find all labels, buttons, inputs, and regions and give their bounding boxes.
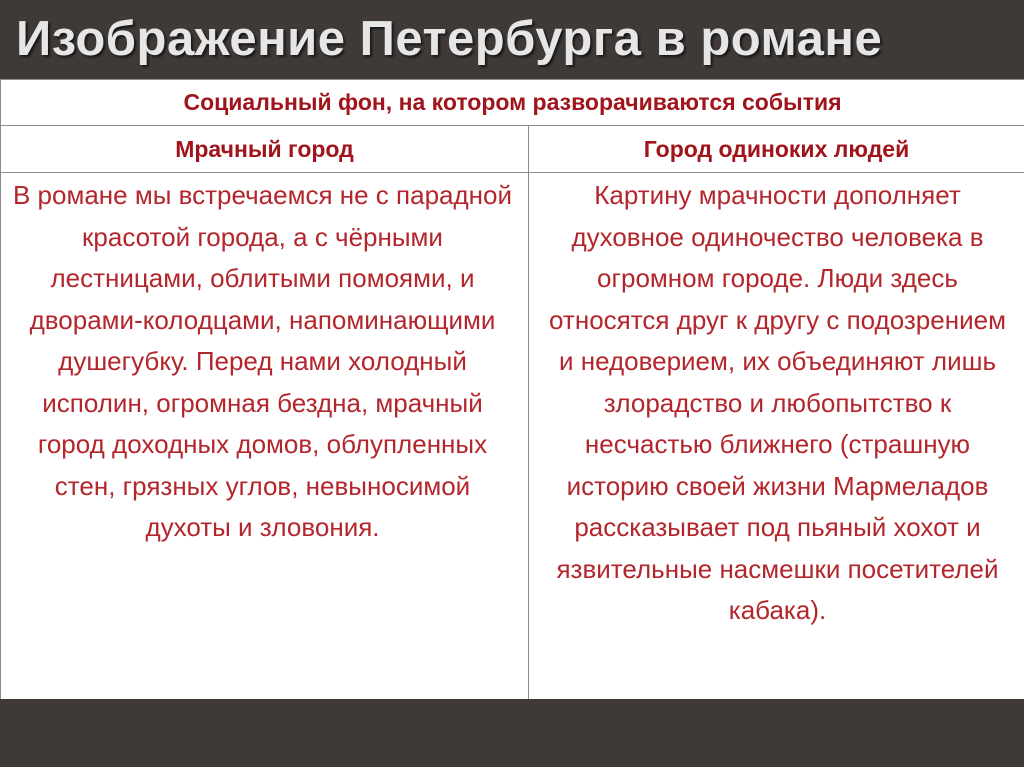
cell-lonely-city: [529, 173, 1024, 703]
title-bar: [0, 0, 1024, 78]
column-header-lonely-city: Город одиноких людей: [529, 126, 1024, 173]
table-header-row: [1, 80, 1024, 126]
table-body-row: [1, 173, 1024, 703]
content-table: [0, 79, 1024, 703]
slide-title: Изображение Петербурга в романе: [16, 12, 883, 66]
cell-gloomy-city-text: В романе мы встречаемся не с парадной красотой города, а с чёрными лестницами, облитыми помоями, и дворами-колодцами, напоминающими душегубку. Перед нами холодный исполин, огромная бездна, мрачный город доходных домов, облупленных стен, грязных углов, невыносимой духоты и зловония.: [12, 180, 512, 542]
footer-bar: [0, 699, 1024, 767]
table-header: Социальный фон, на котором разворачиваются события: [1, 80, 1024, 126]
column-headers-row: [1, 126, 1024, 173]
column-header-gloomy-city: Мрачный город: [1, 126, 529, 173]
cell-lonely-city-text: Картину мрачности дополняет духовное одиночество человека в огромном городе. Люди здесь относятся друг к другу с подозрением и недоверием, их объединяют лишь злорадство и любопытство к несчастью ближнего (страшную историю своей жизни Мармеладов рассказывает под пьяный хохот и язвительные насмешки посетителей кабака).: [549, 180, 1006, 625]
cell-gloomy-city: [1, 173, 529, 703]
content-table-container: [0, 79, 1024, 699]
